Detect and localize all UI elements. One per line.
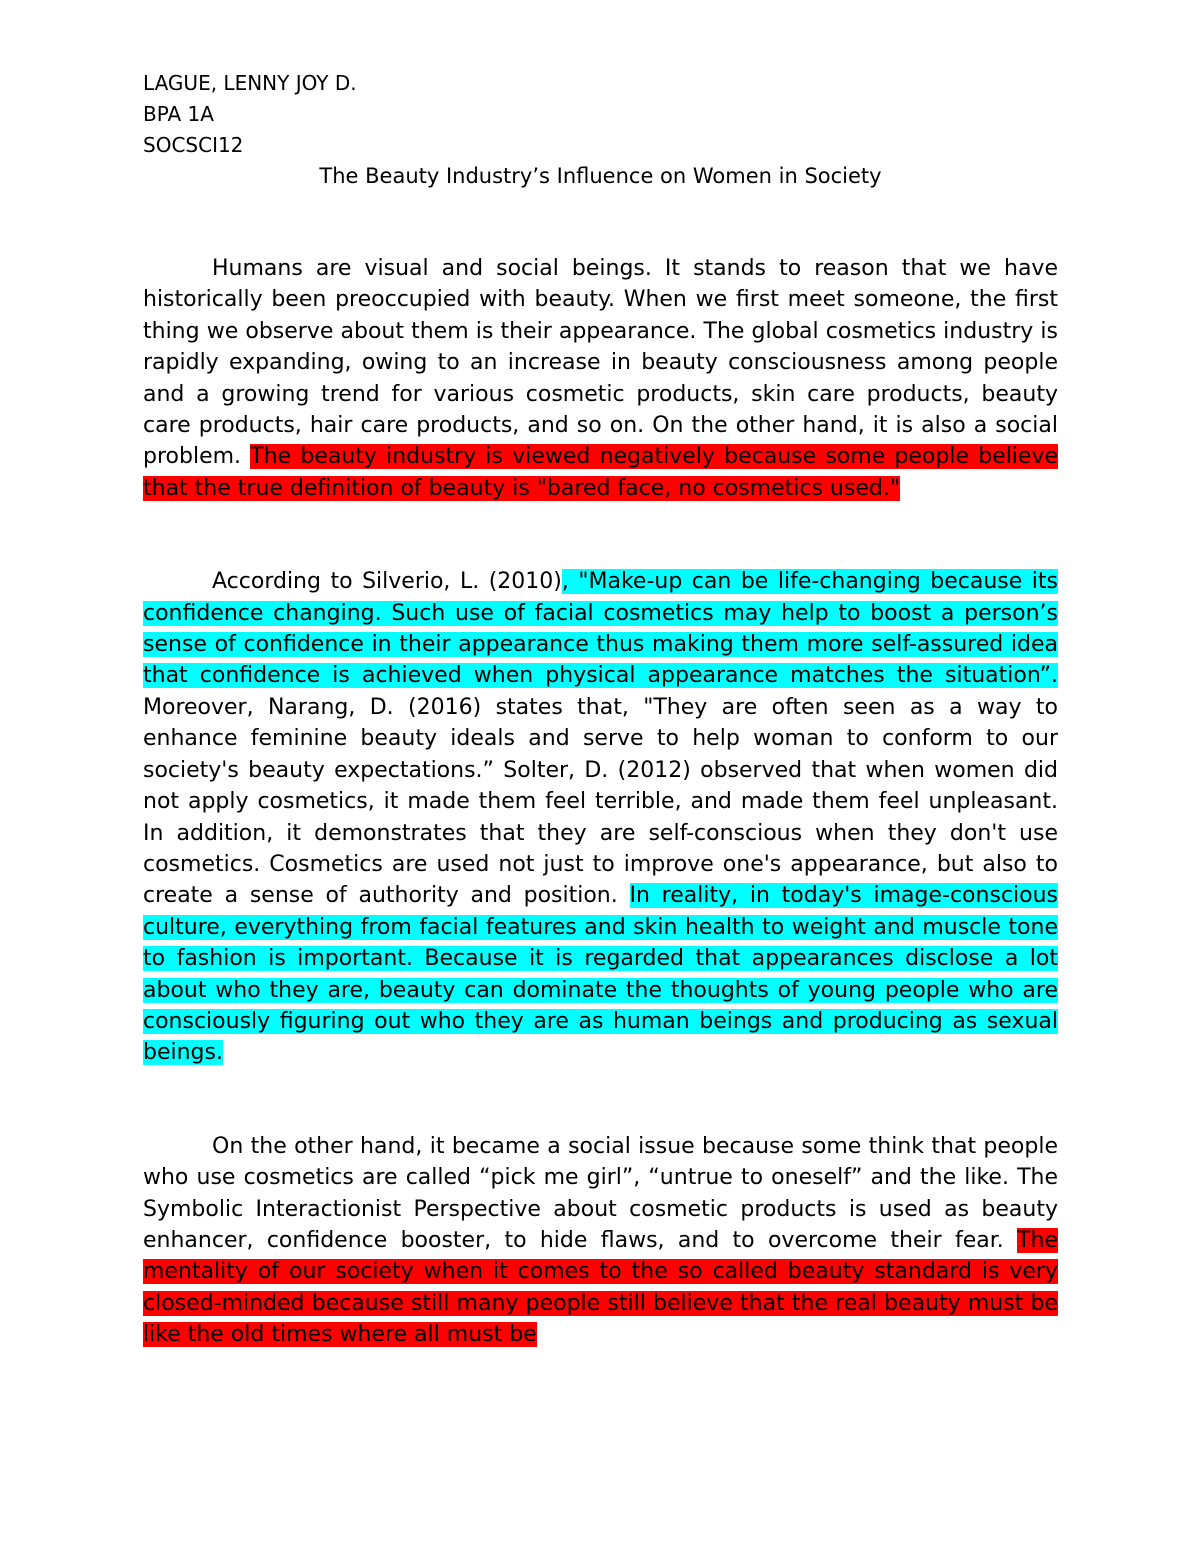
paragraph-2 <box>143 566 1058 1069</box>
paragraph-2-cyan-highlight-2: In reality, in today's image-conscious culture, everything from facial features and skin health to weight and muscle tone to fashion is important. Because it is regarded that appearances disclose a lot about who they are, beauty can dominate the thoughts of young people who are consciously figuring out who they are as human beings and producing as sexual beings. <box>143 883 1058 1066</box>
paragraph-3-text: On the other hand, it became a social issue because some think that people who use cosmetics are called “pick me girl”, “untrue to oneself” and the like. The Symbolic Interactionist Perspective about cosmetic products is used as beauty enhancer, confidence booster, to hide flaws, and to overcome their fear. <box>143 1133 1058 1253</box>
author-name: LAGUE, LENNY JOY D. <box>143 71 357 95</box>
paragraph-2-text-middle: Moreover, Narang, D. (2016) states that, "They are often seen as a way to enhance feminine beauty ideals and serve to help woman to conform to our society's beauty expectations.” Solter, D. (2012) observed that when women did not apply cosmetics, it made them feel terrible, and made them feel unpleasant. In addition, it demonstrates that they are self-conscious when they don't use cosmetics. Cosmetics are used not just to improve one's appearance, but also to create a sense of authority and position. <box>143 694 1058 909</box>
paragraph-1-text: Humans are visual and social beings. It stands to reason that we have historically been preoccupied with beauty. When we first meet someone, the first thing we observe about them is their appearance. The global cosmetics industry is rapidly expanding, owing to an increase in beauty consciousness among people and a growing trend for various cosmetic products, skin care products, beauty care products, hair care products, and so on. On the other hand, it is also a social problem. <box>143 256 1058 470</box>
paragraph-3-red-highlight: The mentality of our society when it comes to the so called beauty standard is very closed-minded because still many people still believe that the real beauty must be like the old times where all must be <box>143 1227 1058 1348</box>
paragraph-1 <box>143 253 1058 504</box>
document-title: The Beauty Industry’s Influence on Women in Society <box>319 164 882 188</box>
course-code: SOCSCI12 <box>143 133 244 157</box>
document-page <box>143 68 1058 1351</box>
paragraph-3 <box>143 1131 1058 1351</box>
paragraph-2-cyan-highlight-1: , "Make-up can be life-changing because its confidence changing. Such use of facial cosmetics may help to boost a person’s sense of confidence in their appearance thus making them more self-assured idea that confidence is achieved when physical appearance matches the situation”. <box>143 569 1058 689</box>
paragraph-1-red-highlight: The beauty industry is viewed negatively because some people believe that the true definition of beauty is "bared face, no cosmetics used." <box>143 444 1059 501</box>
paragraph-2-text-start: According to Silverio, L. (2010) <box>212 569 562 595</box>
section-label: BPA 1A <box>143 102 214 126</box>
